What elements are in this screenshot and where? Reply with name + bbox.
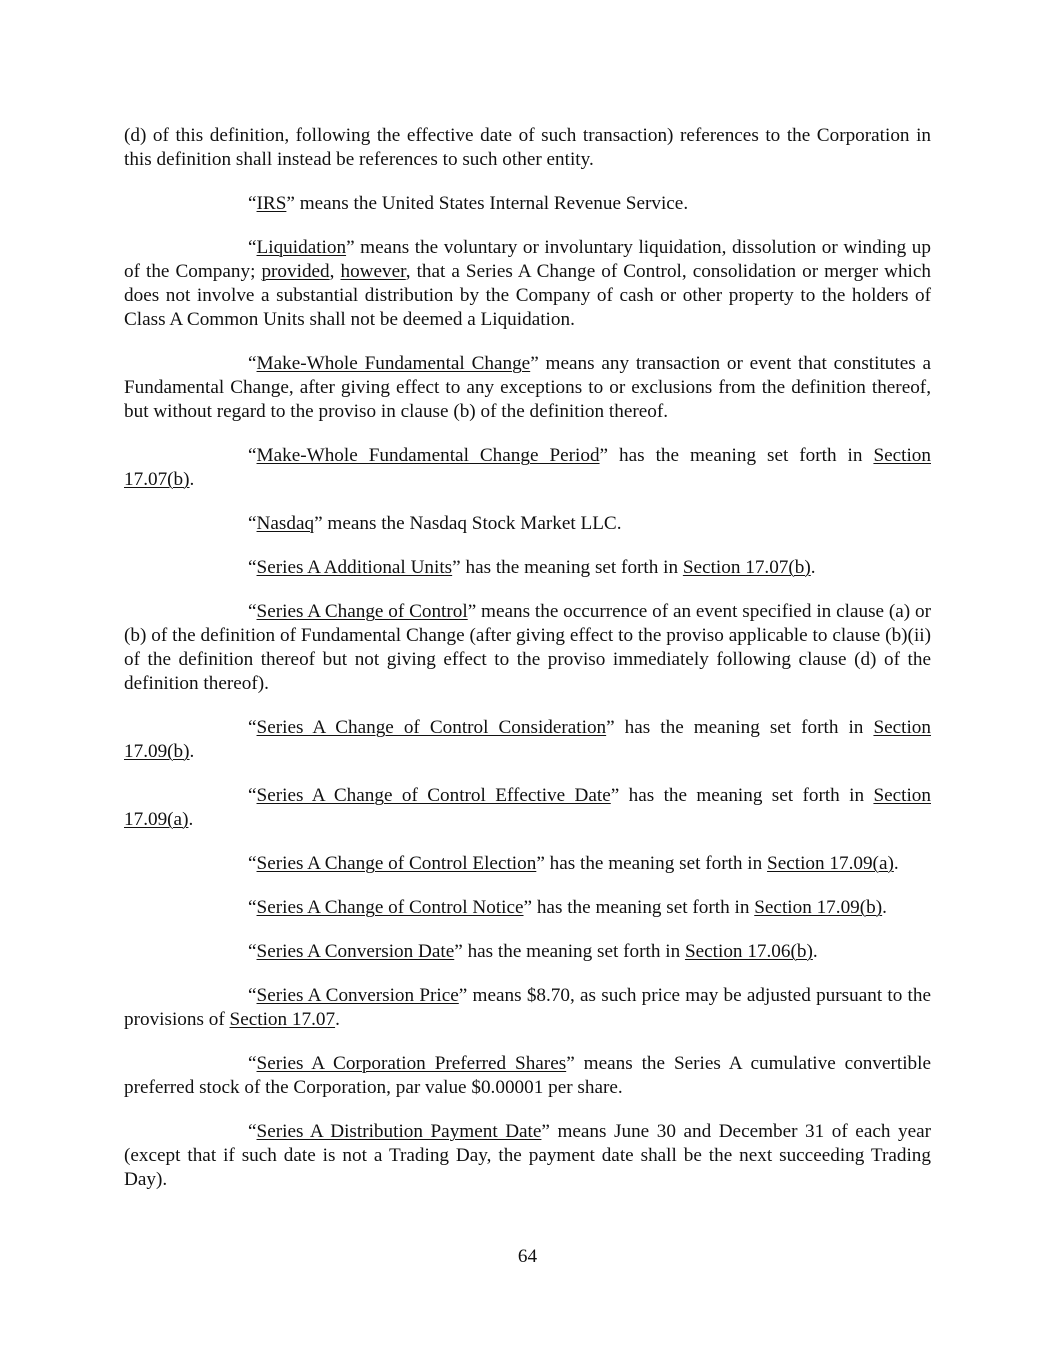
paragraph-text: . xyxy=(335,1009,340,1030)
underlined-term: Liquidation xyxy=(256,237,347,258)
paragraph-text: ” has the meaning set forth in xyxy=(454,941,685,962)
paragraph-text: ” means the United States Internal Revenue Service. xyxy=(286,193,689,214)
paragraph-text: “ xyxy=(248,601,257,622)
paragraph-text: . xyxy=(188,809,194,830)
underlined-term: Series A Additional Units xyxy=(256,557,453,578)
definition-paragraph xyxy=(124,600,931,696)
underlined-term: however xyxy=(340,261,406,282)
paragraph-text: , xyxy=(329,261,341,282)
paragraph-text: “ xyxy=(248,557,257,578)
paragraph-text: ” means $8.70, as such price may be adjusted pursuant to the provisions of xyxy=(124,985,931,1030)
underlined-term: Series A Conversion Price xyxy=(256,985,459,1006)
underlined-term: Series A Corporation Preferred Shares xyxy=(256,1053,567,1074)
paragraph-text: (d) of this definition, following the effective date of such transaction) references to the Corporation in this definition shall instead be references to such other entity. xyxy=(124,125,931,170)
underlined-term: Section 17.06(b) xyxy=(684,941,813,962)
definition-paragraph xyxy=(124,444,931,492)
definition-paragraph xyxy=(124,1120,931,1192)
definition-paragraph xyxy=(124,236,931,332)
underlined-term: Series A Change of Control Notice xyxy=(256,897,524,918)
underlined-term: Nasdaq xyxy=(256,513,315,534)
underlined-term: provided xyxy=(261,261,330,282)
underlined-term: Series A Change of Control Effective Date xyxy=(256,785,611,806)
paragraph-text: . xyxy=(882,897,887,918)
underlined-term: Series A Distribution Payment Date xyxy=(256,1121,542,1142)
paragraph-text: “ xyxy=(248,353,257,374)
paragraph-text: “ xyxy=(248,1121,257,1142)
paragraph-text: ” means the occurrence of an event specified in clause (a) or (b) of the definition of Fundamental Change (after giving effect to the proviso applicable to clause (b)(ii) of the definition thereof but not giving effect to the proviso immediately following clause (d) of the definition thereof). xyxy=(124,601,931,694)
definition-paragraph xyxy=(124,940,931,964)
underlined-term: Section 17.07(b) xyxy=(124,445,931,490)
continuation-paragraph xyxy=(124,124,931,172)
underlined-term: Section 17.09(b) xyxy=(754,897,883,918)
paragraph-text: “ xyxy=(248,513,257,534)
paragraph-text: ” has the meaning set forth in xyxy=(536,853,768,874)
paragraph-text: “ xyxy=(248,193,257,214)
underlined-term: IRS xyxy=(256,193,287,214)
paragraph-text: ” has the meaning set forth in xyxy=(610,785,874,806)
paragraph-text: “ xyxy=(248,985,257,1006)
paragraph-text: ” has the meaning set forth in xyxy=(452,557,683,578)
paragraph-text: ” means the Series A cumulative convertible preferred stock of the Corporation, par value $0.00001 per share. xyxy=(124,1053,931,1098)
paragraph-text: “ xyxy=(248,853,257,874)
definition-paragraph xyxy=(124,852,931,876)
paragraph-text: . xyxy=(189,741,195,762)
paragraph-text: ” has the meaning set forth in xyxy=(599,445,874,466)
paragraph-text: ” means any transaction or event that constitutes a Fundamental Change, after giving effect to any exceptions to or exclusions from the definition thereof, but without regard to the proviso in clause (b) of the definition thereof. xyxy=(124,353,932,422)
document-page xyxy=(124,124,931,1212)
definition-paragraph xyxy=(124,784,931,832)
paragraph-text: “ xyxy=(248,785,257,806)
definition-paragraph xyxy=(124,556,931,580)
paragraph-text: . xyxy=(189,469,195,490)
definition-paragraph xyxy=(124,896,931,920)
paragraph-text: ” has the meaning set forth in xyxy=(523,897,755,918)
paragraph-text: ” means the Nasdaq Stock Market LLC. xyxy=(314,513,622,534)
paragraph-text: “ xyxy=(248,897,257,918)
paragraph-text: “ xyxy=(248,941,257,962)
paragraph-text: . xyxy=(812,941,818,962)
underlined-term: Section 17.07(b) xyxy=(682,557,811,578)
page-number: 64 xyxy=(517,1246,538,1267)
paragraph-text: ” means the voluntary or involuntary liquidation, dissolution or winding up of the Company; xyxy=(124,237,931,282)
definition-paragraph xyxy=(124,716,931,764)
paragraph-text: “ xyxy=(248,717,257,738)
paragraph-text: ” means June 30 and December 31 of each year (except that if such date is not a Trading Day, the payment date shall be the next succeeding Trading Day). xyxy=(124,1121,931,1190)
underlined-term: Make-Whole Fundamental Change xyxy=(256,353,531,374)
underlined-term: Series A Conversion Date xyxy=(256,941,455,962)
definition-paragraph xyxy=(124,352,931,424)
underlined-term: Series A Change of Control Consideration xyxy=(256,717,607,738)
definition-paragraph xyxy=(124,984,931,1032)
underlined-term: Series A Change of Control xyxy=(256,601,468,622)
paragraph-text: “ xyxy=(248,445,257,466)
underlined-term: Section 17.09(b) xyxy=(124,717,931,762)
paragraph-text: . xyxy=(810,557,816,578)
definition-paragraph xyxy=(124,192,931,216)
paragraph-text: ” has the meaning set forth in xyxy=(606,717,874,738)
underlined-term: Section 17.07 xyxy=(229,1009,336,1030)
underlined-term: Make-Whole Fundamental Change Period xyxy=(256,445,600,466)
definition-paragraph xyxy=(124,512,931,536)
paragraph-text: . xyxy=(893,853,899,874)
paragraph-text: , that a Series A Change of Control, consolidation or merger which does not involve a substantial distribution by the Company of cash or other property to the holders of Class A Common Units shall not be deemed a Liquidation. xyxy=(124,261,932,330)
underlined-term: Series A Change of Control Election xyxy=(256,853,537,874)
underlined-term: Section 17.09(a) xyxy=(767,853,894,874)
underlined-term: Section 17.09(a) xyxy=(124,785,931,830)
definition-paragraph xyxy=(124,1052,931,1100)
paragraph-text: “ xyxy=(248,1053,257,1074)
paragraph-text: “ xyxy=(248,237,257,258)
